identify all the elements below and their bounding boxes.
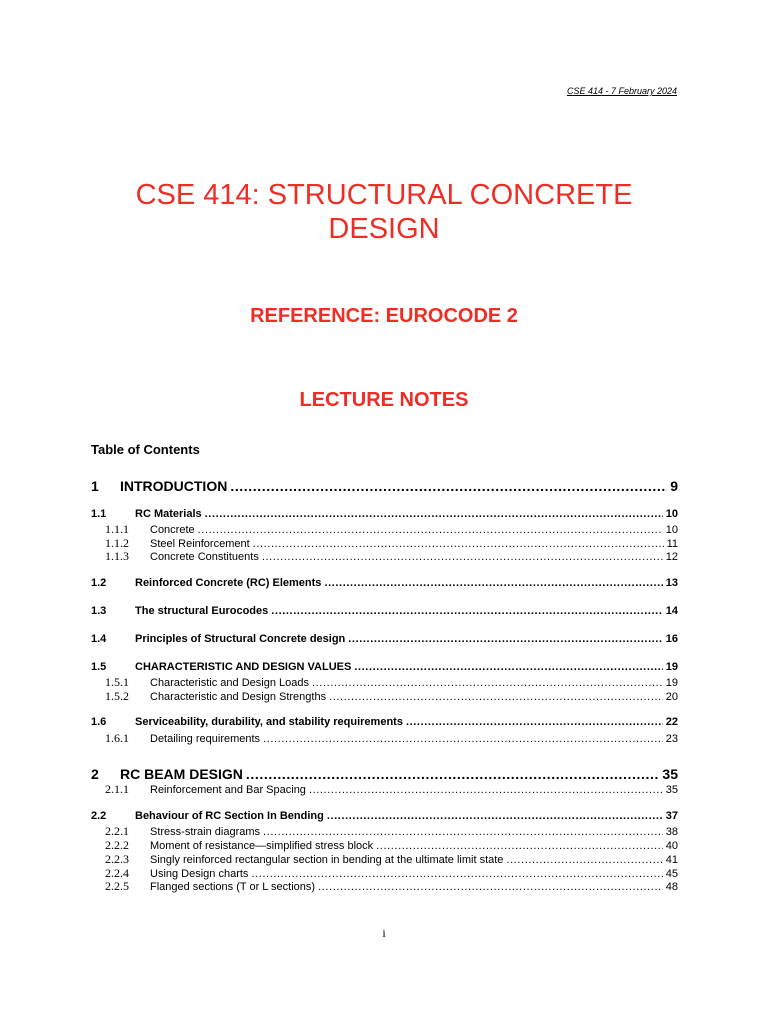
toc-entry-number: 1.5 (91, 661, 107, 673)
toc-entry-page: 10 (665, 508, 678, 520)
toc-entry-title: Behaviour of RC Section In Bending (135, 810, 324, 822)
toc-entry[interactable] (91, 766, 678, 782)
title-line-1: CSE 414: STRUCTURAL CONCRETE (135, 179, 633, 211)
toc-entry-page: 37 (665, 810, 678, 822)
toc-entry-title: Concrete (150, 524, 195, 536)
toc-entry[interactable] (91, 549, 678, 564)
toc-entry-title: Steel Reinforcement (150, 538, 250, 550)
toc-entry-number: 1.4 (91, 633, 107, 645)
toc-entry[interactable] (91, 633, 678, 645)
toc-entry-title: Characteristic and Design Loads (150, 677, 309, 689)
toc-entry-number: 1.5.1 (105, 675, 129, 689)
toc-leader-dots (312, 677, 663, 689)
toc-entry-page: 20 (665, 691, 678, 703)
toc-entry-number: 1.3 (91, 605, 107, 617)
toc-entry[interactable] (91, 577, 678, 589)
toc-entry-title: Flanged sections (T or L sections) (150, 881, 316, 893)
toc-entry-page: 41 (665, 854, 678, 866)
toc-leader-dots (329, 691, 663, 703)
toc-heading: Table of Contents (91, 442, 200, 457)
toc-entry-number: 1.5.2 (105, 689, 129, 703)
title-line-2: DESIGN (328, 213, 440, 245)
reference-subtitle: REFERENCE: EUROCODE 2 (250, 305, 518, 327)
lecture-notes-subtitle: LECTURE NOTES (299, 389, 469, 411)
toc-entry[interactable] (91, 689, 678, 704)
toc-entry-page: 35 (665, 784, 678, 796)
toc-entry-page: 19 (665, 677, 678, 689)
toc-entry-page: 40 (665, 840, 678, 852)
toc-entry-title: CHARACTERISTIC AND DESIGN VALUES (135, 661, 352, 673)
toc-entry[interactable] (91, 824, 678, 839)
toc-entry[interactable] (91, 508, 678, 520)
toc-entry[interactable] (91, 838, 678, 853)
toc-entry[interactable] (91, 852, 678, 867)
toc-entry-page: 45 (665, 868, 678, 880)
toc-entry-page: 10 (665, 524, 678, 536)
toc-leader-dots (354, 661, 662, 673)
toc-entry-title: Concrete Constituents (150, 551, 259, 563)
toc-entry-page: 35 (662, 766, 678, 782)
toc-entry-title: Singly reinforced rectangular section in bending at the ultimate limit state (150, 854, 504, 866)
toc-entry-page: 12 (665, 551, 678, 563)
toc-entry-number: 1.2 (91, 577, 107, 589)
toc-leader-dots (263, 733, 663, 745)
toc-entry-page: 19 (665, 661, 678, 673)
toc-entry[interactable] (91, 478, 678, 494)
toc-leader-dots (376, 840, 663, 852)
toc-leader-dots (230, 478, 667, 494)
toc-entry-number: 1 (91, 478, 99, 494)
toc-entry-number: 1.6 (91, 716, 107, 728)
toc-entry-title: Using Design charts (150, 868, 249, 880)
toc-entry-number: 1.1.2 (105, 536, 129, 550)
page-number: i (382, 926, 386, 940)
toc-entry-page: 48 (665, 881, 678, 893)
toc-leader-dots (506, 854, 662, 866)
toc-leader-dots (406, 716, 663, 728)
toc-entry-title: Moment of resistance—simplified stress block (150, 840, 374, 852)
document-title (0, 178, 768, 246)
toc-entry-title: Characteristic and Design Strengths (150, 691, 327, 703)
toc-leader-dots (262, 551, 663, 563)
toc-entry-number: 2.1.1 (105, 782, 129, 796)
toc-leader-dots (324, 577, 662, 589)
toc-entry-page: 23 (665, 733, 678, 745)
toc-leader-dots (318, 881, 663, 893)
toc-entry-page: 14 (665, 605, 678, 617)
toc-entry-number: 2.2.4 (105, 866, 129, 880)
toc-entry-title: Stress-strain diagrams (150, 826, 261, 838)
header-date: CSE 414 - 7 February 2024 (566, 86, 677, 96)
toc-entry-title: RC Materials (135, 508, 202, 520)
toc-entry-title: Serviceability, durability, and stability requirements (135, 716, 403, 728)
toc-entry[interactable] (91, 522, 678, 537)
toc-leader-dots (327, 810, 663, 822)
toc-leader-dots (348, 633, 662, 645)
toc-leader-dots (263, 826, 663, 838)
toc-entry-number: 2 (91, 766, 99, 782)
toc-entry[interactable] (91, 661, 678, 673)
toc-entry-page: 11 (666, 538, 678, 550)
toc-entry-page: 22 (665, 716, 678, 728)
toc-entry-number: 2.2.2 (105, 838, 129, 852)
toc-leader-dots (205, 508, 663, 520)
toc-entry[interactable] (91, 731, 678, 746)
toc-entry-page: 16 (665, 633, 678, 645)
toc-entry-title: RC BEAM DESIGN (120, 766, 243, 782)
toc-entry-number: 1.6.1 (105, 731, 129, 745)
toc-entry-title: INTRODUCTION (120, 478, 228, 494)
toc-entry-title: Principles of Structural Concrete design (135, 633, 346, 645)
toc-entry-title: Reinforcement and Bar Spacing (150, 784, 306, 796)
toc-leader-dots (271, 605, 662, 617)
toc-entry-page: 13 (665, 577, 678, 589)
toc-entry-title: Detailing requirements (150, 733, 261, 745)
toc-entry-number: 2.2.5 (105, 879, 129, 893)
toc-leader-dots (198, 524, 663, 536)
toc-leader-dots (246, 766, 660, 782)
toc-entry-number: 2.2.3 (105, 852, 129, 866)
toc-entry-page: 38 (665, 826, 678, 838)
toc-entry[interactable] (91, 782, 678, 797)
toc-entry-number: 2.2 (91, 810, 107, 822)
toc-entry[interactable] (91, 810, 678, 822)
toc-entry[interactable] (91, 879, 678, 894)
toc-entry[interactable] (91, 675, 678, 690)
toc-entry-page: 9 (670, 478, 678, 494)
toc-entry-number: 1.1.3 (105, 549, 129, 563)
toc-entry[interactable] (91, 716, 678, 728)
toc-entry-number: 2.2.1 (105, 824, 129, 838)
toc-entry-number: 1.1.1 (105, 522, 129, 536)
toc-entry-title: The structural Eurocodes (135, 605, 269, 617)
toc-entry-title: Reinforced Concrete (RC) Elements (135, 577, 322, 589)
toc-leader-dots (309, 784, 663, 796)
toc-entry[interactable] (91, 605, 678, 617)
toc-entry-number: 1.1 (91, 508, 107, 520)
